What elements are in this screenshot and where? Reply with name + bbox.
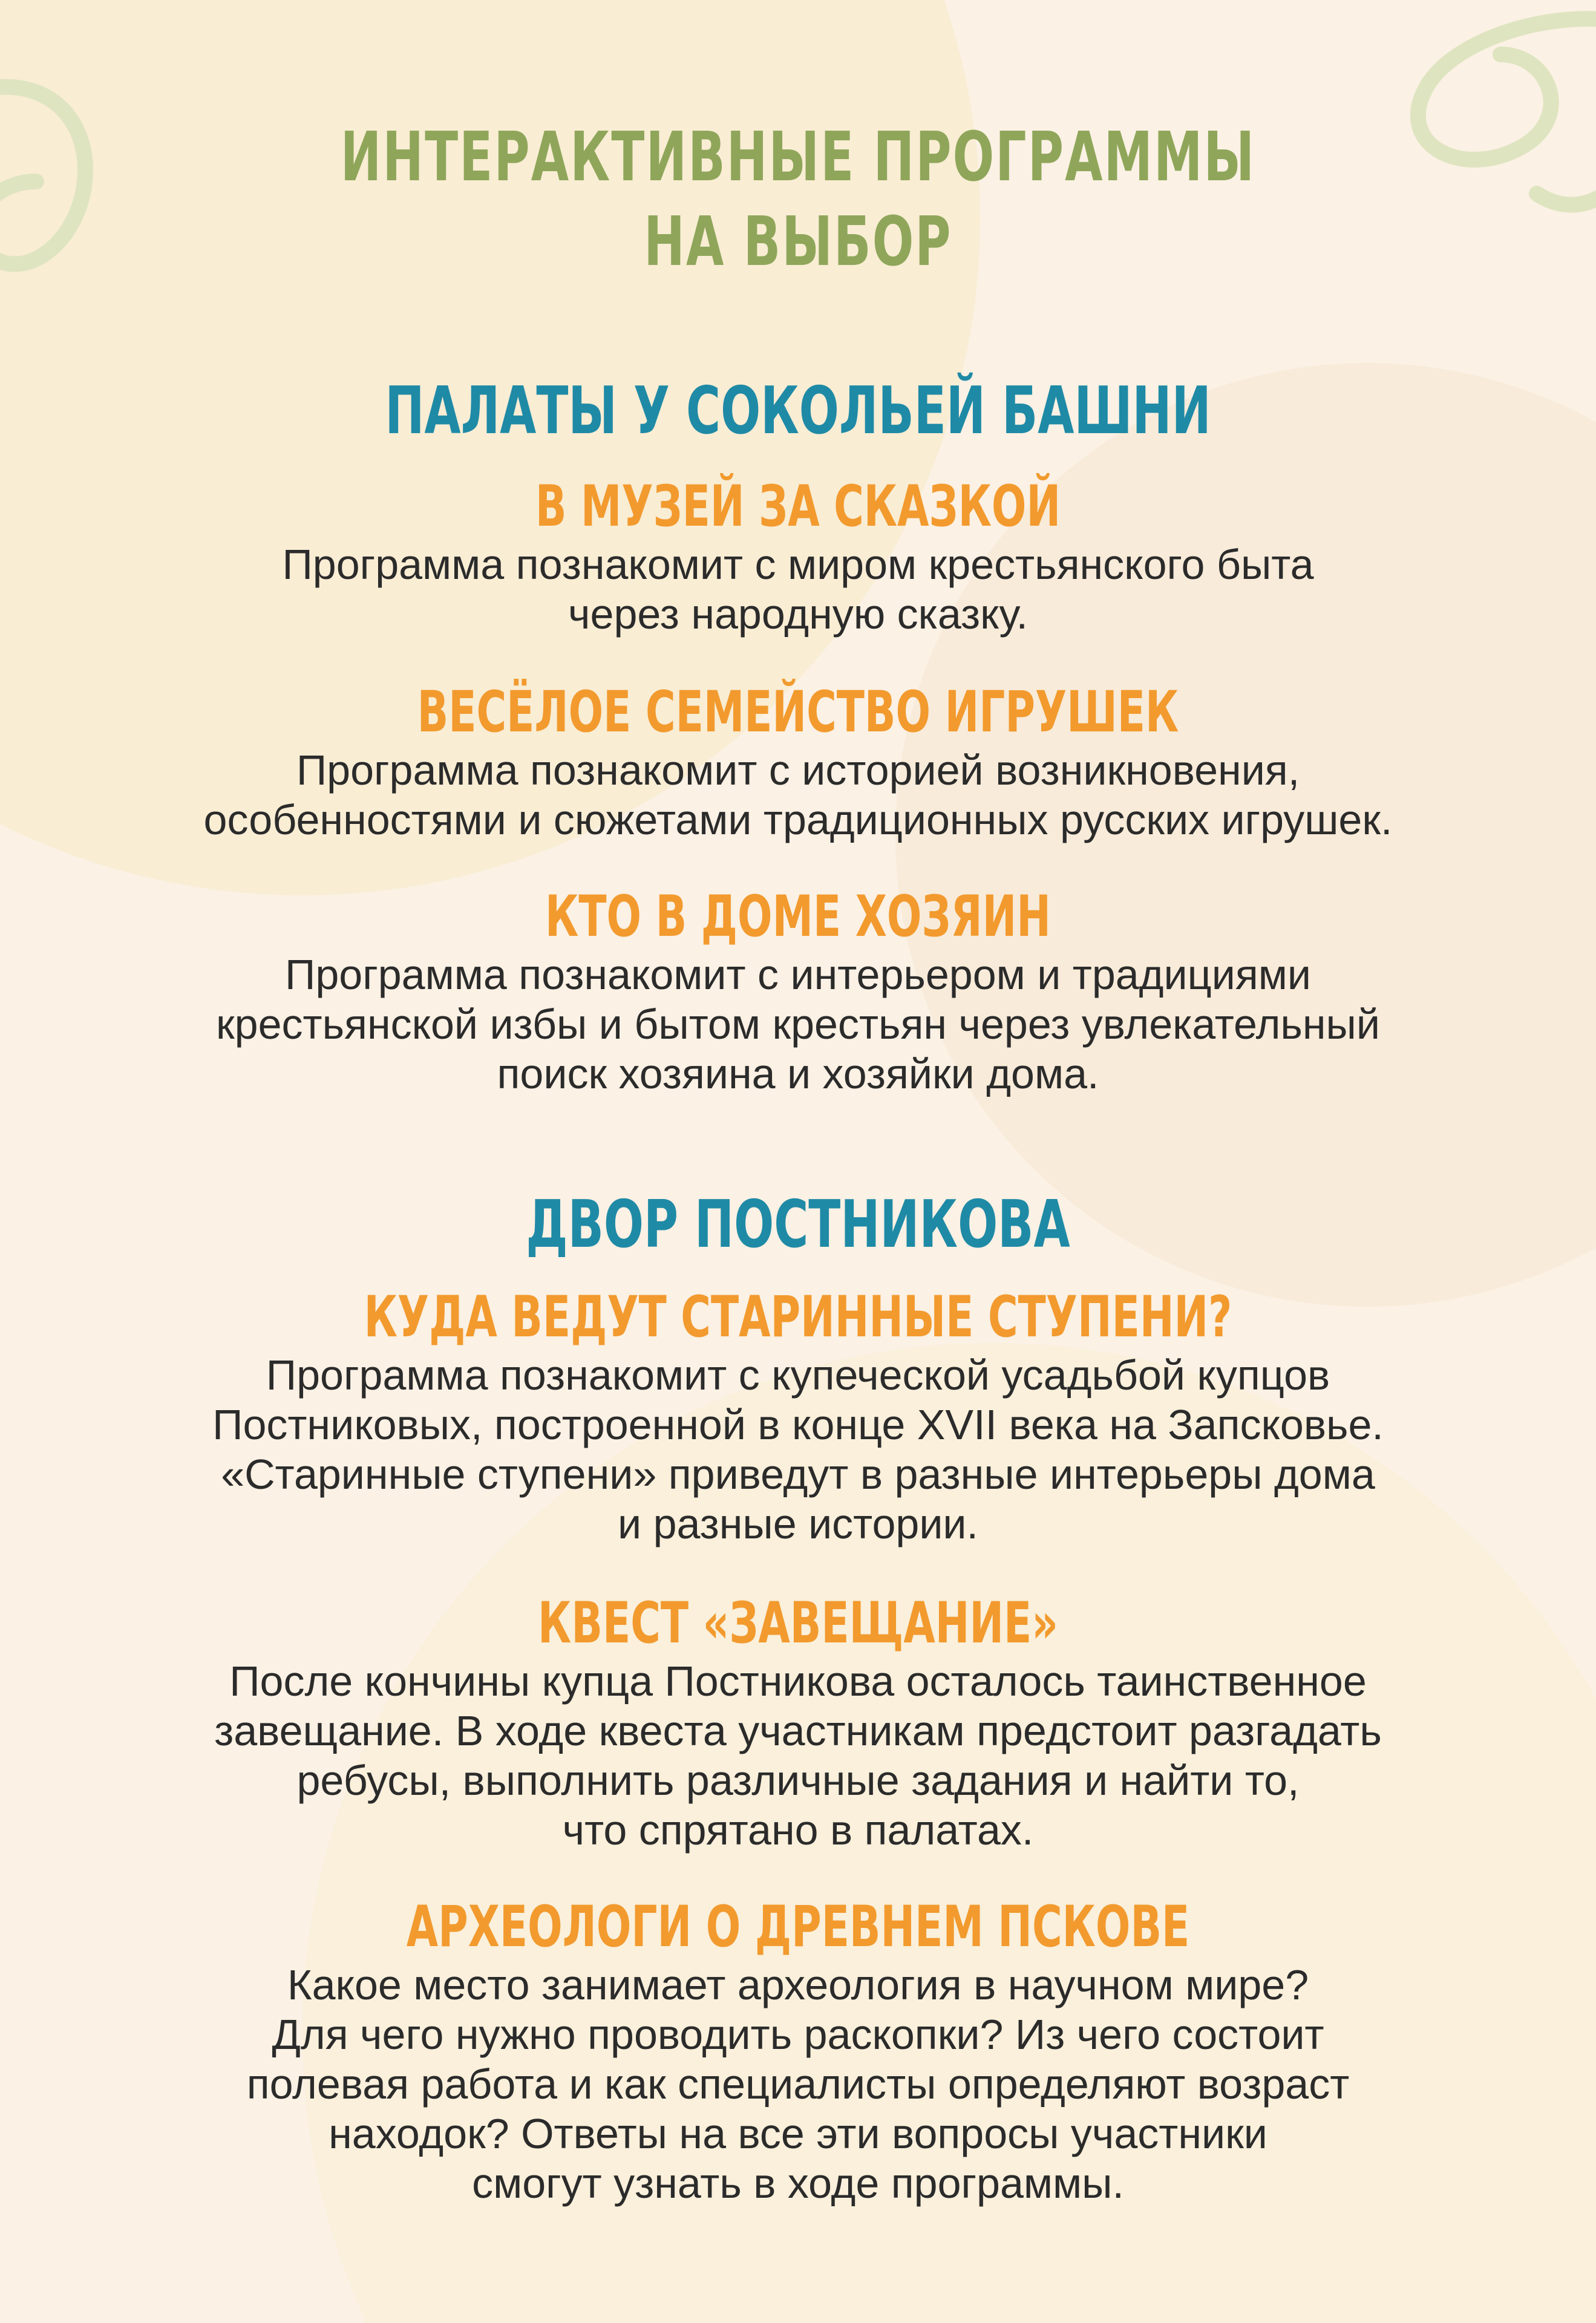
program-title: КТО В ДОМЕ ХОЗЯИН (545, 884, 1051, 950)
program-title: В МУЗЕЙ ЗА СКАЗКОЙ (535, 474, 1061, 540)
page-title-line-1: ИНТЕРАКТИВНЫЕ ПРОГРАММЫ (340, 118, 1256, 197)
program-description (0, 950, 1596, 1099)
venue-title-falcon-tower: ПАЛАТЫ У СОКОЛЬЕЙ БАШНИ (385, 373, 1211, 449)
program-description-line: особенностями и сюжетами традиционных русских игрушек. (203, 796, 1393, 843)
program-description (0, 1350, 1596, 1549)
program-description-line: Постниковых, построенной в конце XVII века на Запсковье. (212, 1401, 1384, 1448)
program-description-line: «Старинные ступени» приведут в разные интерьеры дома (221, 1451, 1375, 1498)
program-title: АРХЕОЛОГИ О ДРЕВНЕМ ПСКОВЕ (406, 1894, 1190, 1960)
venue-title-postnikov-yard: ДВОР ПОСТНИКОВА (526, 1187, 1070, 1263)
program-title: КУДА ВЕДУТ СТАРИННЫЕ СТУПЕНИ? (364, 1284, 1232, 1350)
program-description-line: ребусы, выполнить различные задания и найти то, (296, 1757, 1300, 1804)
program-title: КВЕСТ «ЗАВЕЩАНИЕ» (538, 1590, 1058, 1656)
page-title-line-2: НА ВЫБОР (644, 203, 952, 281)
program-description-line: крестьянской избы и бытом крестьян через увлекательный (216, 1001, 1380, 1048)
program-description-line: смогут узнать в ходе программы. (472, 2160, 1124, 2207)
program-description (0, 540, 1596, 639)
program-description-line: находок? Ответы на все эти вопросы участники (329, 2110, 1267, 2157)
program-description-line: Программа познакомит с миром крестьянского быта (282, 541, 1314, 588)
program-description-line: Программа познакомит с купеческой усадьбой купцов (266, 1351, 1330, 1399)
program-title: ВЕСЁЛОЕ СЕМЕЙСТВО ИГРУШЕК (417, 679, 1179, 745)
program-description (0, 1656, 1596, 1855)
program-description-line: завещание. В ходе квеста участникам предстоит разгадать (214, 1707, 1382, 1754)
program-description-line: поиск хозяина и хозяйки дома. (497, 1050, 1099, 1097)
program-description-line: что спрятано в палатах. (562, 1806, 1034, 1854)
program-description-line: Какое место занимает археология в научном мире? (287, 1961, 1309, 2008)
program-description-line: После кончины купца Постникова осталось таинственное (229, 1658, 1367, 1705)
program-description-line: через народную сказку. (568, 590, 1028, 638)
program-description-line: и разные истории. (618, 1500, 978, 1547)
program-description (0, 745, 1596, 845)
program-description-line: Программа познакомит с интерьером и традициями (285, 951, 1311, 998)
program-description-line: полевая работа и как специалисты определяют возраст (246, 2060, 1350, 2108)
program-description-line: Для чего нужно проводить раскопки? Из чего состоит (272, 2011, 1324, 2058)
program-description-line: Программа познакомит с историей возникновения, (296, 747, 1300, 794)
program-description (0, 1960, 1596, 2208)
